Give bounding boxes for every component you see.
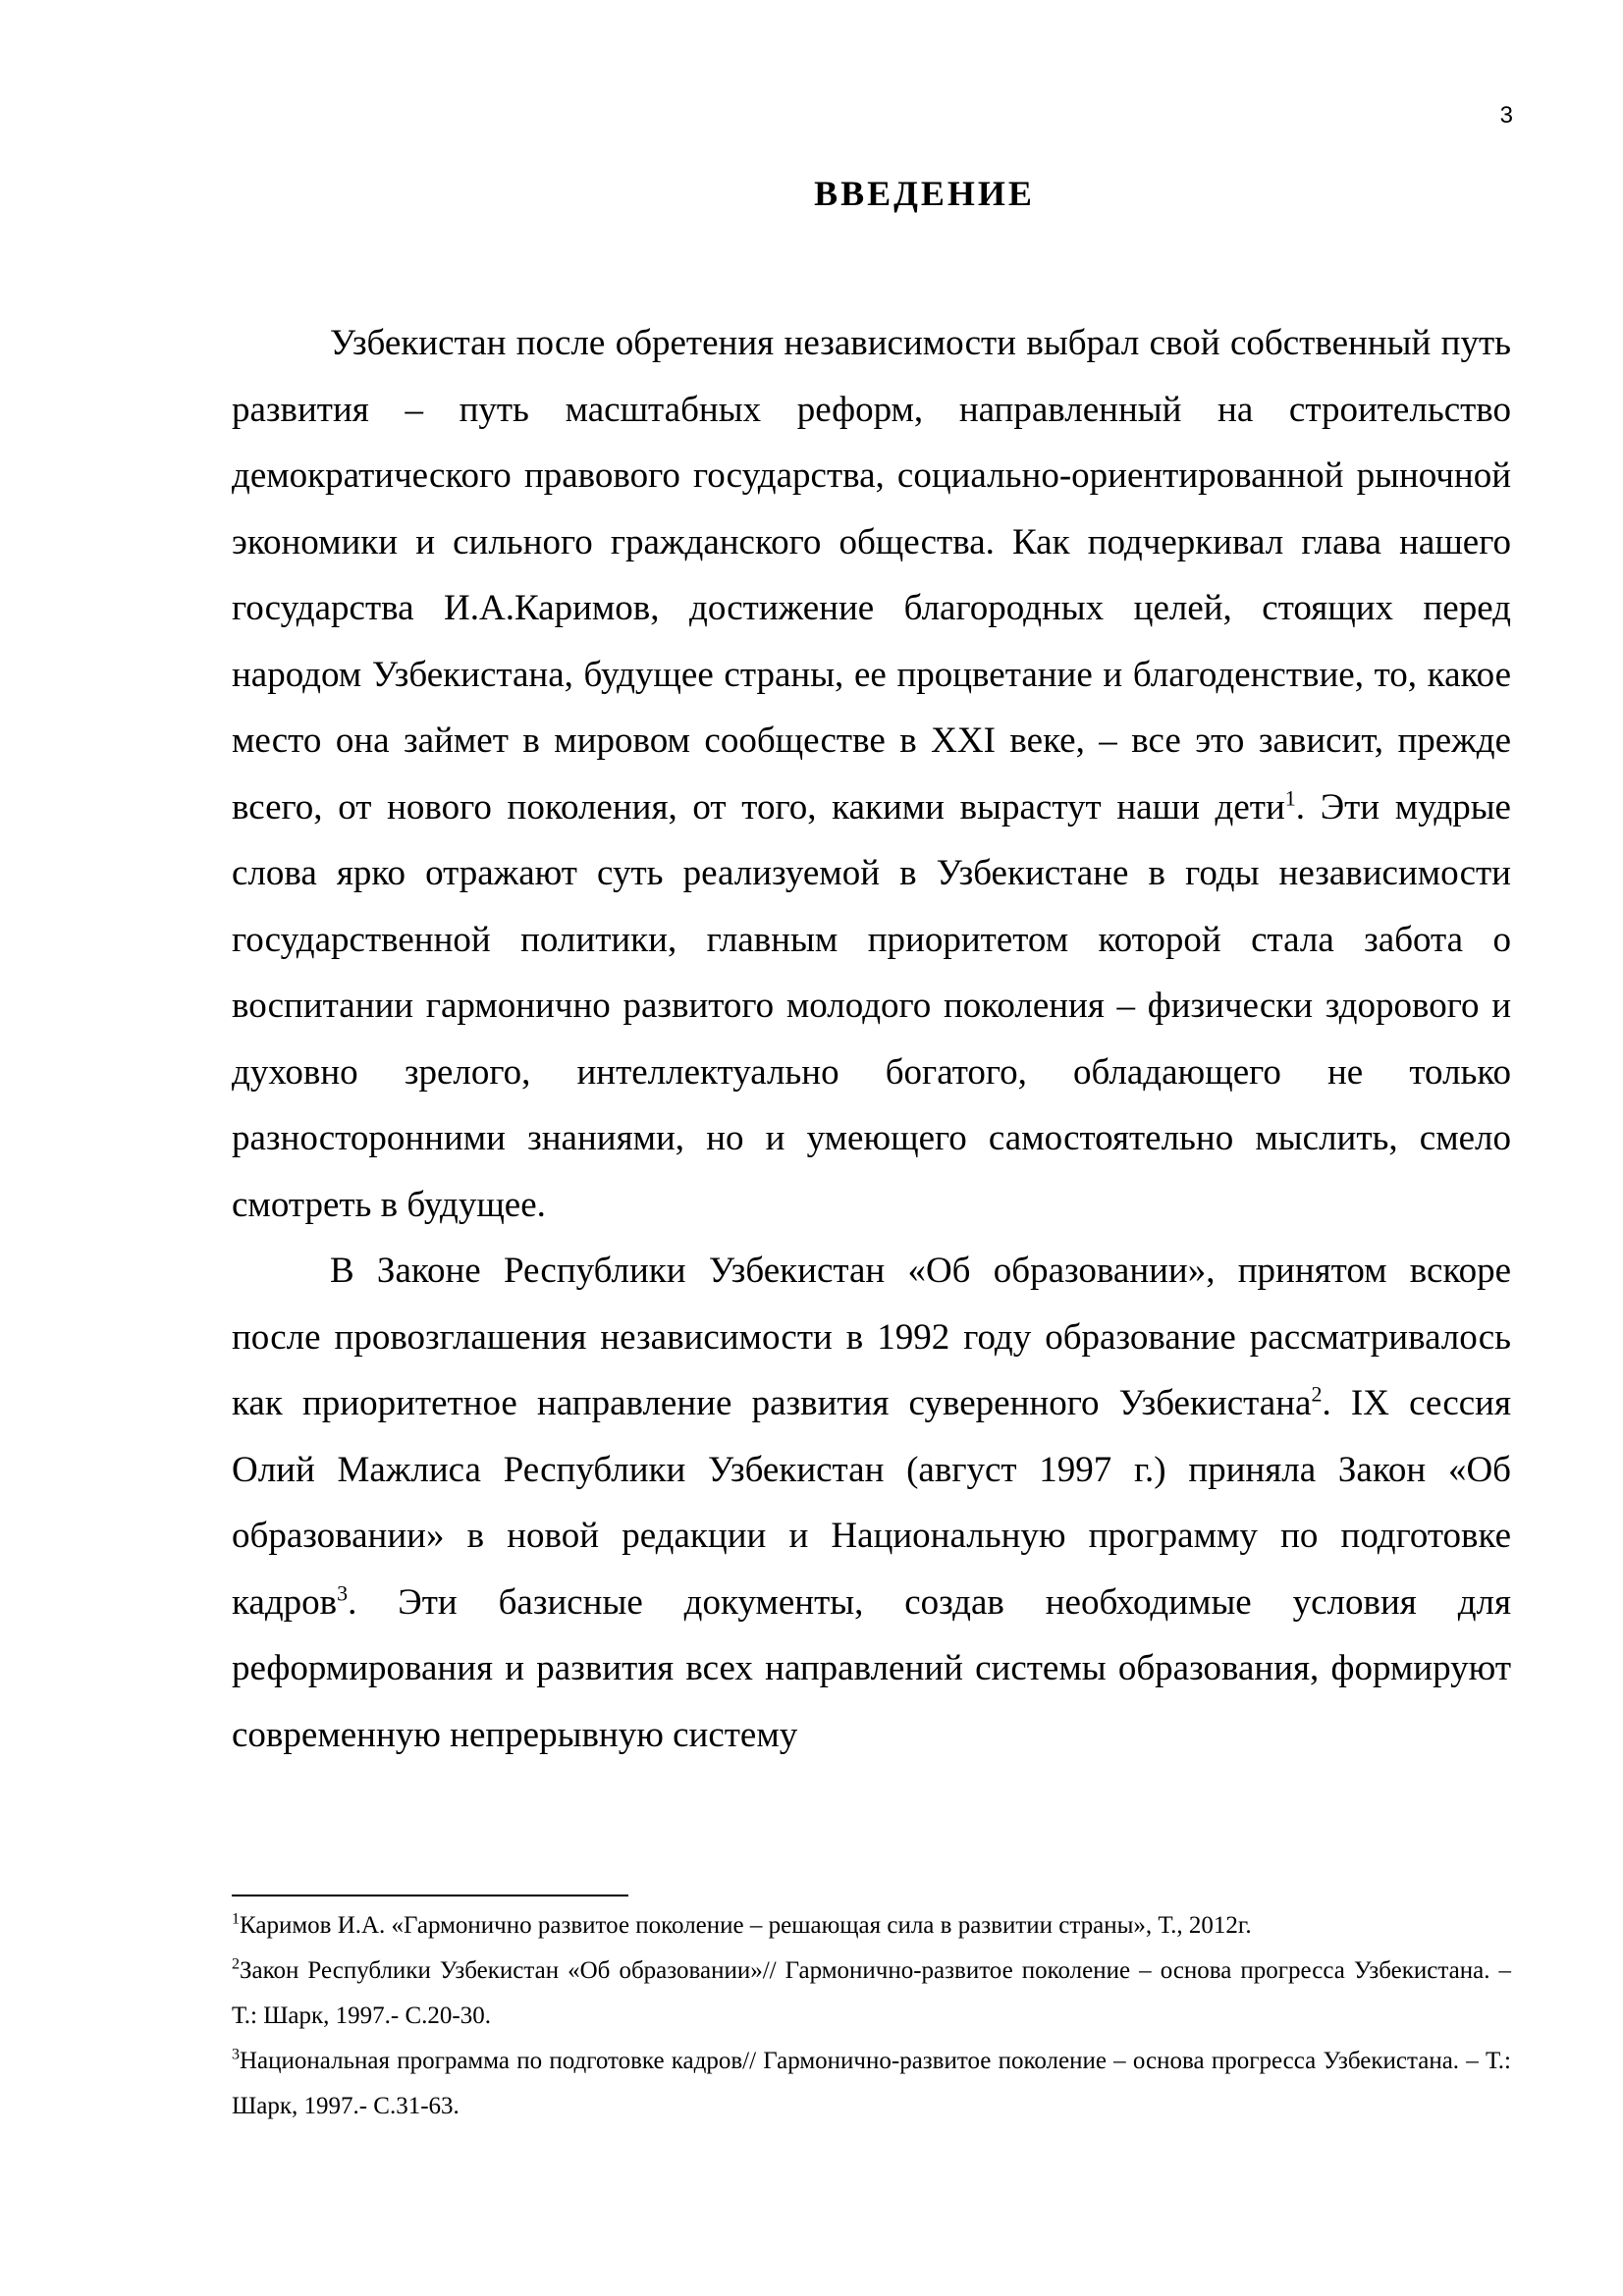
footnote-2	[232, 1949, 1511, 2039]
footnote-mark: 3	[232, 2046, 240, 2063]
paragraph-text: . Эти базисные документы, создав необходимые условия для реформирования и развития всех направлений системы образования, формируют современную непрерывную систему	[232, 1581, 1511, 1755]
page-number: 3	[1499, 102, 1513, 129]
footnote-mark: 2	[232, 1955, 240, 1973]
footnote-text: Закон Республики Узбекистан «Об образовании»// Гармонично-развитое поколение – основа прогресса Узбекистана. – Т.: Шарк, 1997.- С.20-30.	[232, 1957, 1511, 2029]
paragraph-law	[232, 1238, 1511, 1768]
paragraph-text: Узбекистан после обретения независимости выбрал свой собственный путь развития – путь масштабных реформ, направленный на строительство демократического правового государства, социально-ориентированной рыночной экономики и сильного гражданского общества. Как подчеркивал глава нашего государства И.А.Каримов, достижение благородных целей, стоящих перед народом Узбекистана, будущее страны, ее процветание и благоденствие, то, какое место она займет в мировом сообществе в XXI веке, – все это зависит, прежде всего, от нового поколения, от того, какими вырастут наши дети	[232, 323, 1511, 828]
footnote-reference[interactable]: 3	[337, 1580, 349, 1606]
footnote-text: Национальная программа по подготовке кадров// Гармонично-развитое поколение – основа прогресса Узбекистана. – Т.: Шарк, 1997.- С.31-63.	[232, 2048, 1511, 2119]
footnote-reference[interactable]: 2	[1311, 1381, 1323, 1407]
body-text	[232, 310, 1511, 1768]
footnote-text: Каримов И.А. «Гармонично развитое поколение – решающая сила в развитии страны», Т., 2012г.	[240, 1912, 1252, 1939]
footnote-mark: 1	[232, 1910, 240, 1928]
paragraph-text: . Эти мудрые слова ярко отражают суть реализуемой в Узбекистане в годы независимости государственной политики, главным приоритетом которой стала забота о воспитании гармонично развитого молодого поколения – физически здорового и духовно зрелого, интеллектуально богатого, обладающего не только разносторонними знаниями, но и умеющего самостоятельно мыслить, смело смотреть в будущее.	[232, 786, 1511, 1225]
paragraph-text: В Законе Республики Узбекистан «Об образовании», принятом вскоре после провозглашения независимости в 1992 году образование рассматривалось как приоритетное направление развития суверенного Узбекистана	[232, 1251, 1511, 1423]
footnote-separator	[232, 1895, 628, 1896]
footnote-reference[interactable]: 1	[1284, 785, 1296, 811]
paragraph-intro	[232, 310, 1511, 1238]
page-title: ВВЕДЕНИЕ	[814, 174, 1035, 213]
footnote-1	[232, 1903, 1511, 1949]
footnotes	[232, 1903, 1511, 2129]
footnote-3	[232, 2039, 1511, 2129]
paragraph-text: . IX сессия Олий Мажлиса Республики Узбекистан (август 1997 г.) приняла Закон «Об образовании» в новой редакции и Национальную программу по подготовке кадров	[232, 1383, 1511, 1623]
